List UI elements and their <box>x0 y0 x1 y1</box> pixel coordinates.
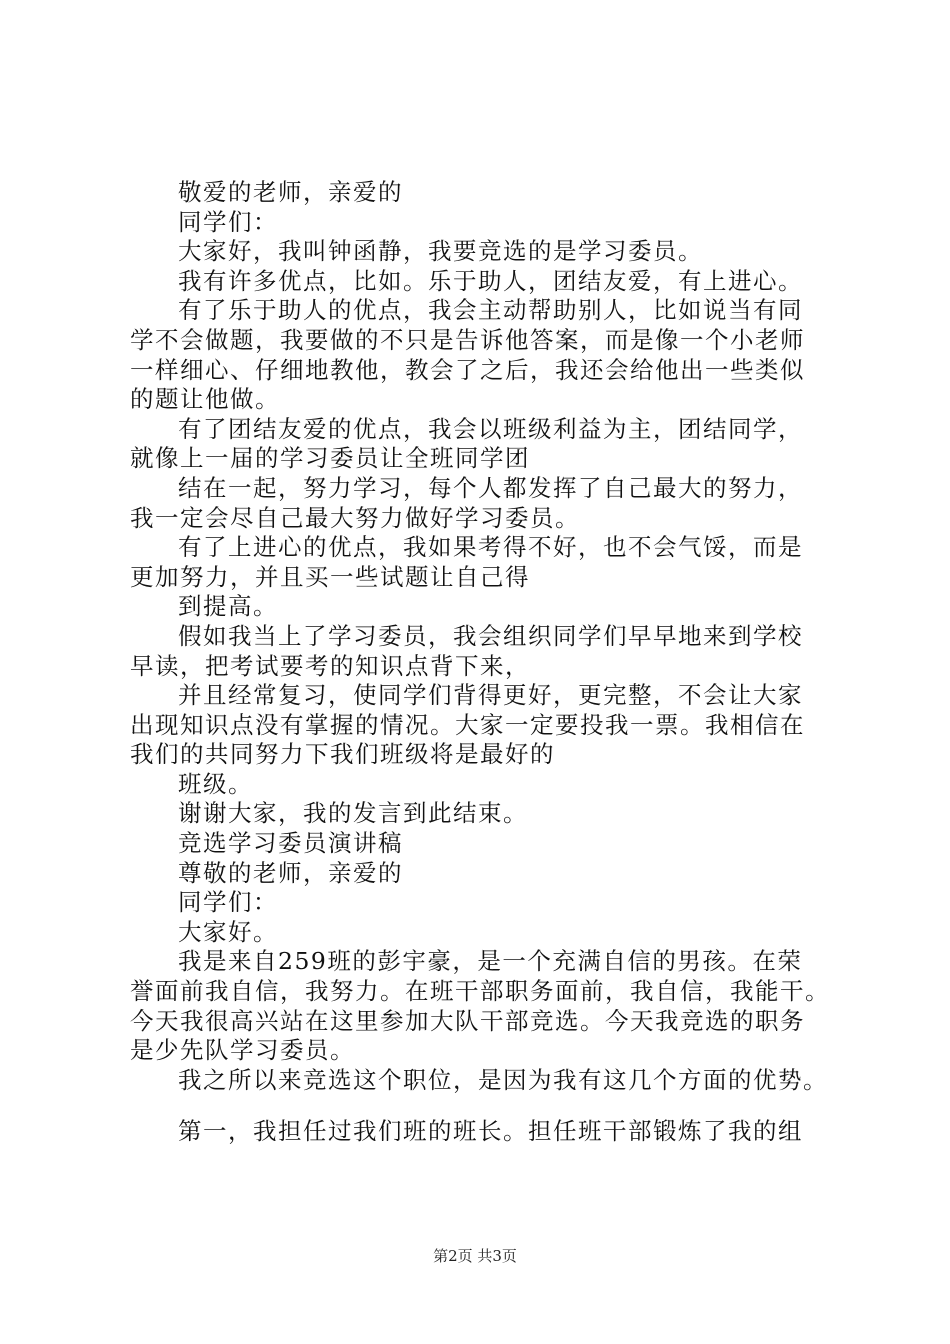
text-line: 我有许多优点，比如。乐于助人，团结友爱，有上进心。 <box>178 266 803 295</box>
text-line: 是少先队学习委员。 <box>130 1036 355 1065</box>
text-line: 誉面前我自信，我努力。在班干部职务面前，我自信，我能干。 <box>130 977 830 1006</box>
text-line: 谢谢大家，我的发言到此结束。 <box>178 799 528 828</box>
text-line: 学不会做题，我要做的不只是告诉他答案，而是像一个小老师 <box>130 325 805 354</box>
text-line: 出现知识点没有掌握的情况。大家一定要投我一票。我相信在 <box>130 710 805 739</box>
text-line: 更加努力，并且买一些试题让自己得 <box>130 562 530 591</box>
text-line: 一样细心、仔细地教他，教会了之后，我还会给他出一些类似 <box>130 355 805 384</box>
page-number-footer: 第2页 共3页 <box>433 1247 517 1265</box>
text-line: 结在一起，努力学习，每个人都发挥了自己最大的努力， <box>178 473 803 502</box>
text-line: 我们的共同努力下我们班级将是最好的 <box>130 740 555 769</box>
text-line: 尊敬的老师，亲爱的 <box>178 858 403 887</box>
text-line: 有了乐于助人的优点，我会主动帮助别人，比如说当有同 <box>178 296 803 325</box>
text-line: 我一定会尽自己最大努力做好学习委员。 <box>130 503 580 532</box>
text-line: 早读，把考试要考的知识点背下来， <box>130 651 530 680</box>
text-line: 大家好。 <box>178 917 278 946</box>
text-line: 第一，我担任过我们班的班长。担任班干部锻炼了我的组 <box>178 1117 803 1146</box>
text-line: 敬爱的老师，亲爱的 <box>178 178 403 206</box>
text-line: 班级。 <box>178 769 253 798</box>
text-line: 竞选学习委员演讲稿 <box>178 829 403 858</box>
text-line: 今天我很高兴站在这里参加大队干部竞选。今天我竞选的职务 <box>130 1006 805 1035</box>
text-line: 的题让他做。 <box>130 385 280 414</box>
text-line: 我是来自259班的彭宇豪，是一个充满自信的男孩。在荣 <box>178 947 803 976</box>
text-line: 到提高。 <box>178 592 278 621</box>
text-line: 就像上一届的学习委员让全班同学团 <box>130 444 530 473</box>
text-line: 假如我当上了学习委员，我会组织同学们早早地来到学校 <box>178 621 803 650</box>
text-line: 我之所以来竞选这个职位，是因为我有这几个方面的优势。 <box>178 1065 828 1094</box>
text-line: 同学们： <box>178 888 278 917</box>
text-line: 同学们： <box>178 207 278 236</box>
text-line: 大家好，我叫钟函静，我要竞选的是学习委员。 <box>178 237 703 266</box>
text-line: 并且经常复习，使同学们背得更好，更完整，不会让大家 <box>178 681 803 710</box>
text-line: 有了团结友爱的优点，我会以班级利益为主，团结同学， <box>178 414 803 443</box>
text-line: 有了上进心的优点，我如果考得不好，也不会气馁，而是 <box>178 533 803 562</box>
document-body <box>130 178 850 1147</box>
